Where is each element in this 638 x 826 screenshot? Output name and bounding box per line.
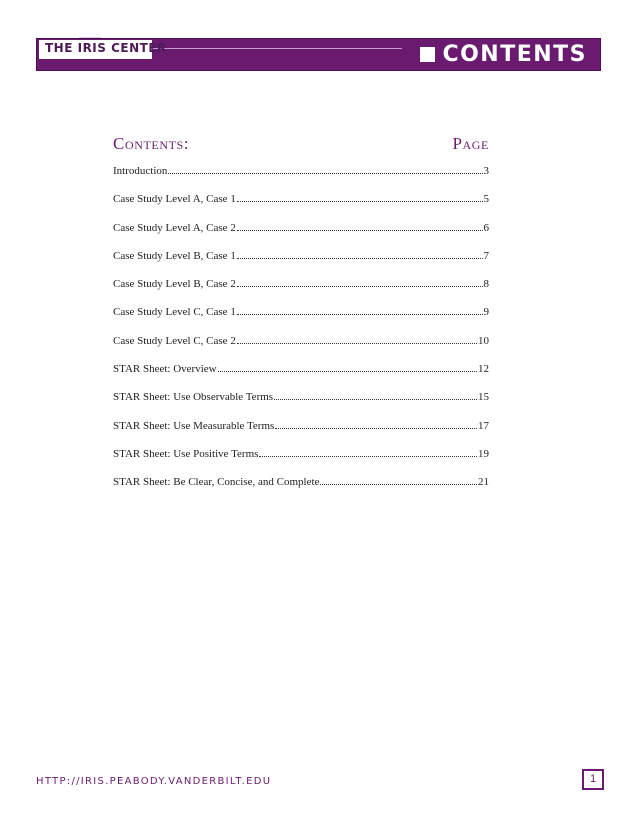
toc-dot-leader [274,399,477,400]
toc-dot-leader [237,314,483,315]
toc-entry-label: Introduction [113,165,168,177]
toc-entry[interactable] [113,305,489,333]
toc-entry-label: Case Study Level C, Case 2 [113,334,236,347]
toc-dot-leader [237,201,483,202]
toc-entry-page: 8 [483,278,489,291]
toc-entry-label: Case Study Level A, Case 2 [113,221,236,234]
page-header [36,38,601,71]
iris-center-logo [39,40,167,59]
toc-entry[interactable] [113,447,489,475]
toc-entry[interactable] [113,390,489,418]
toc-entries [113,164,489,504]
toc-entry[interactable] [113,221,489,249]
toc-entry-label: STAR Sheet: Use Observable Terms [113,391,274,404]
toc-entry-page: 9 [483,306,489,319]
header-title-group [420,41,587,67]
toc-entry-page: 17 [478,419,489,432]
toc-entry-page: 21 [478,476,489,489]
header-divider-line [153,48,402,49]
toc-entry-page: 7 [483,249,489,262]
toc-entry-label: Case Study Level C, Case 1 [113,306,236,319]
toc-entry-page: 5 [483,193,489,206]
toc-entry[interactable] [113,362,489,390]
toc-entry-label: STAR Sheet: Overview [113,363,217,376]
toc-heading [113,134,489,154]
toc-entry[interactable] [113,277,489,305]
toc-entry-label: Case Study Level A, Case 1 [113,193,236,206]
toc-dot-leader [218,371,477,372]
toc-entry[interactable] [113,419,489,447]
toc-entry-page: 19 [478,447,489,460]
toc-heading-page: Page [452,134,489,153]
logo-text: THE IRIS CENTER [45,41,167,55]
toc-dot-leader [237,343,477,344]
toc-entry[interactable] [113,192,489,220]
toc-entry-page: 15 [478,391,489,404]
toc-entry[interactable] [113,334,489,362]
toc-entry[interactable] [113,249,489,277]
toc-dot-leader [237,286,483,287]
footer-url-link[interactable]: HTTP://IRIS.PEABODY.VANDERBILT.EDU [36,776,272,787]
table-of-contents [113,134,489,504]
toc-dot-leader [320,484,477,485]
square-bullet-icon [420,47,435,62]
page-number: 1 [582,769,604,790]
toc-entry-page: 12 [478,363,489,376]
toc-dot-leader [237,230,483,231]
toc-entry-label: STAR Sheet: Use Measurable Terms [113,419,275,432]
toc-entry-label: STAR Sheet: Use Positive Terms [113,447,259,460]
header-title: CONTENTS [442,41,587,67]
toc-entry[interactable] [113,164,489,192]
toc-entry-page: 6 [483,221,489,234]
toc-entry-page: 3 [483,165,489,177]
toc-dot-leader [259,456,477,457]
toc-entry-label: Case Study Level B, Case 2 [113,278,236,291]
toc-entry-page: 10 [478,334,489,347]
toc-dot-leader [168,173,482,174]
toc-heading-contents: Contents: [113,134,190,153]
toc-dot-leader [237,258,483,259]
toc-entry[interactable] [113,475,489,503]
toc-entry-label: Case Study Level B, Case 1 [113,249,236,262]
toc-entry-label: STAR Sheet: Be Clear, Concise, and Complete [113,476,320,489]
toc-dot-leader [275,428,477,429]
